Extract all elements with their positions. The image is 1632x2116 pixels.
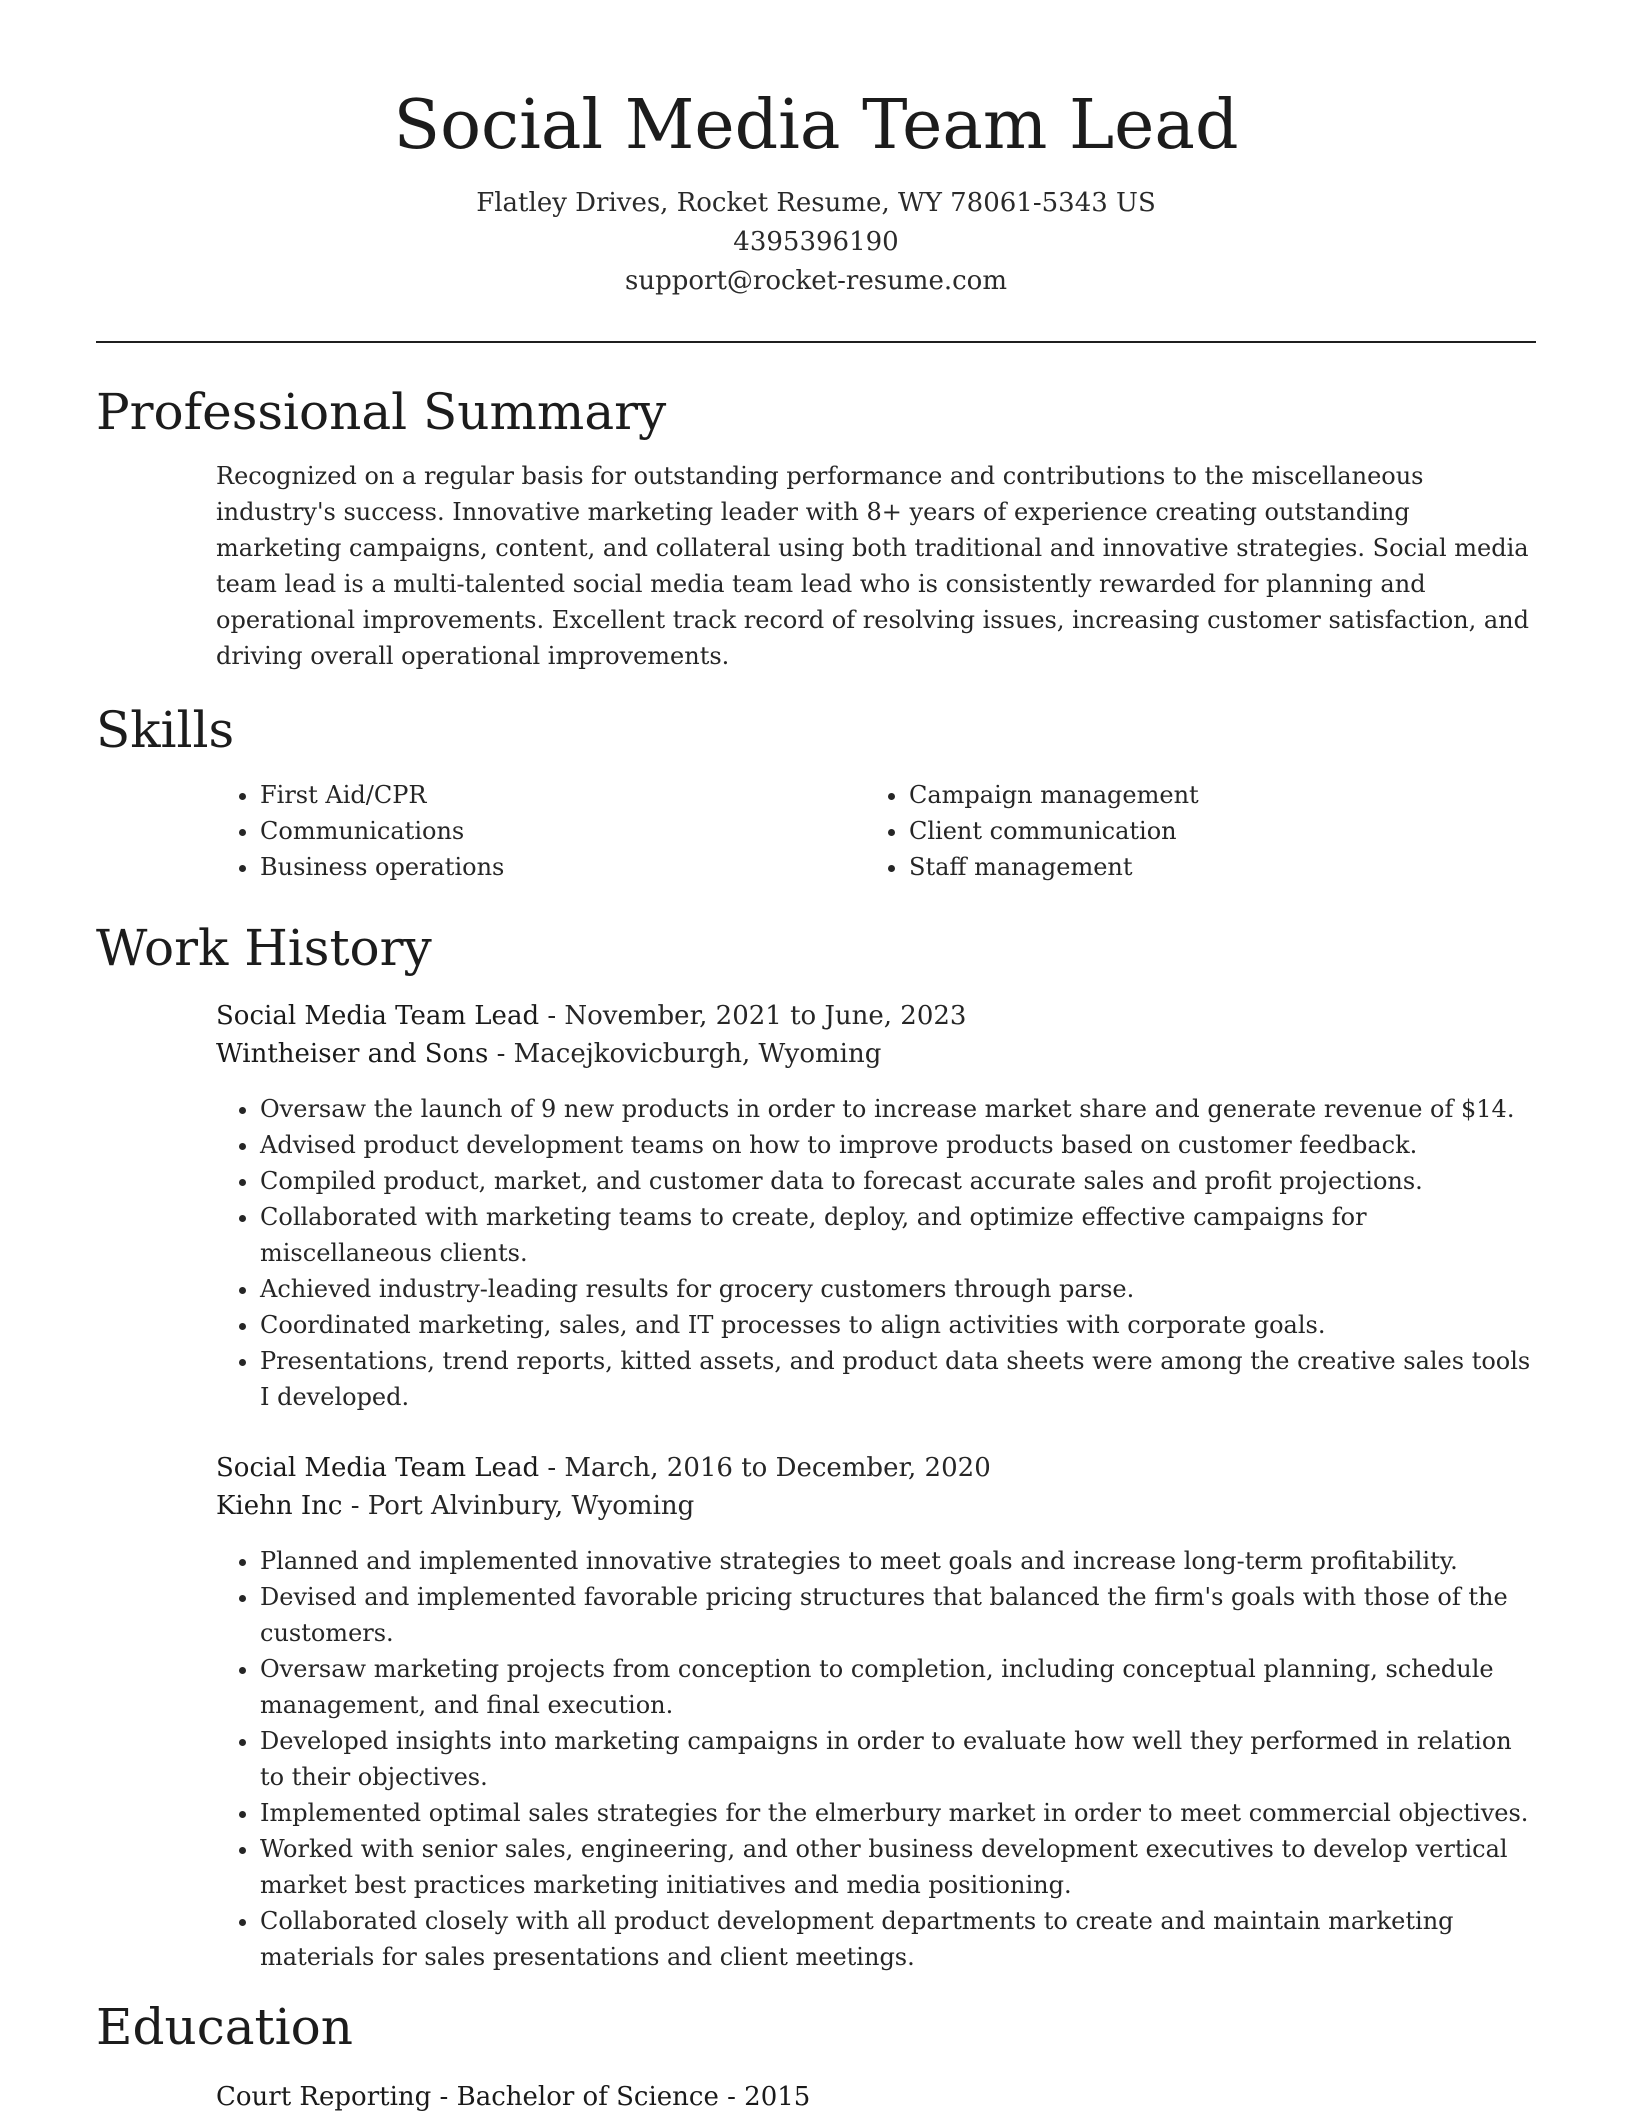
summary-text: Recognized on a regular basis for outstanding performance and contributions to the miscellaneous industry's success. Innovative marketing leader with 8+ years of experience creating outstanding marketing campaigns, content, and collateral using both traditional and innovative strategies. Social media team lead is a multi-talented social media team lead who is consistently rewarded for planning and operational improvements. Excellent track record of resolving issues, increasing customer satisfaction, and driving overall operational improvements. — [216, 462, 1529, 670]
job-bullet: • Coordinated marketing, sales, and IT processes to align activities with corporate goals. — [260, 1307, 1536, 1343]
job-company: Kiehn Inc — [216, 1491, 343, 1521]
job-dates: - March, 2016 to December, 2020 — [539, 1453, 991, 1483]
skill-item: • Business operations — [260, 849, 860, 885]
skill-item: • Communications — [260, 813, 860, 849]
skill-item: • Campaign management — [909, 777, 1529, 813]
job-heading — [216, 1449, 991, 1487]
job-bullet: • Implemented optimal sales strategies for the elmerbury market in order to meet commercial objectives. — [260, 1795, 1536, 1831]
job-company: Wintheiser and Sons — [216, 1039, 489, 1069]
resume-header — [96, 78, 1536, 301]
education-heading: Education — [96, 1998, 353, 2056]
job-bullet: • Oversaw the launch of 9 new products in order to increase market share and generate revenue of $14. — [260, 1091, 1536, 1127]
job-dates: - November, 2021 to June, 2023 — [539, 1001, 967, 1031]
skills-list-right — [865, 777, 1529, 885]
job-bullet: • Collaborated with marketing teams to create, deploy, and optimize effective campaigns for miscellaneous clients. — [260, 1199, 1536, 1271]
skills-list-left — [216, 777, 860, 885]
job-bullet: • Presentations, trend reports, kitted assets, and product data sheets were among the creative sales tools I developed. — [260, 1343, 1536, 1415]
job-bullet: • Collaborated closely with all product development departments to create and maintain marketing materials for sales presentations and client meetings. — [260, 1903, 1536, 1975]
job-role: Social Media Team Lead — [216, 1001, 540, 1031]
work-heading: Work History — [96, 919, 432, 977]
job-location: - Macejkovicburgh, Wyoming — [488, 1039, 882, 1069]
header-divider — [96, 341, 1536, 343]
skills-heading: Skills — [96, 701, 235, 759]
job-bullet: • Planned and implemented innovative strategies to meet goals and increase long-term profitability. — [260, 1543, 1536, 1579]
job-role: Social Media Team Lead — [216, 1453, 540, 1483]
contact-phone: 4395396190 — [733, 227, 899, 257]
skill-item: • Client communication — [909, 813, 1529, 849]
job-bullet: • Devised and implemented favorable pricing structures that balanced the firm's goals with those of the customers. — [260, 1579, 1536, 1651]
contact-address: Flatley Drives, Rocket Resume, WY 78061-5343 US — [476, 188, 1156, 218]
skill-item: • Staff management — [909, 849, 1529, 885]
job-bullets — [216, 1091, 1536, 1415]
job-bullet: • Advised product development teams on how to improve products based on customer feedback. — [260, 1127, 1536, 1163]
job-bullet: • Compiled product, market, and customer data to forecast accurate sales and profit projections. — [260, 1163, 1536, 1199]
job-location: - Port Alvinbury, Wyoming — [342, 1491, 695, 1521]
skill-item: • First Aid/CPR — [260, 777, 860, 813]
job-bullets — [216, 1543, 1536, 1975]
contact-email: support@rocket-resume.com — [624, 266, 1007, 296]
candidate-name: Social Media Team Lead — [393, 86, 1239, 165]
job-bullet: • Developed insights into marketing campaigns in order to evaluate how well they performed in relation to their objectives. — [260, 1723, 1536, 1795]
education-entry: Court Reporting - Bachelor of Science - 2015 — [216, 2082, 811, 2112]
summary-heading: Professional Summary — [96, 383, 667, 441]
job-bullet: • Oversaw marketing projects from conception to completion, including conceptual planning, schedule management, and final execution. — [260, 1651, 1536, 1723]
job-bullet: • Worked with senior sales, engineering, and other business development executives to develop vertical market best practices marketing initiatives and media positioning. — [260, 1831, 1536, 1903]
job-company-line — [216, 1487, 694, 1525]
job-bullet: • Achieved industry-leading results for grocery customers through parse. — [260, 1271, 1536, 1307]
job-company-line — [216, 1035, 881, 1073]
job-heading — [216, 997, 966, 1035]
